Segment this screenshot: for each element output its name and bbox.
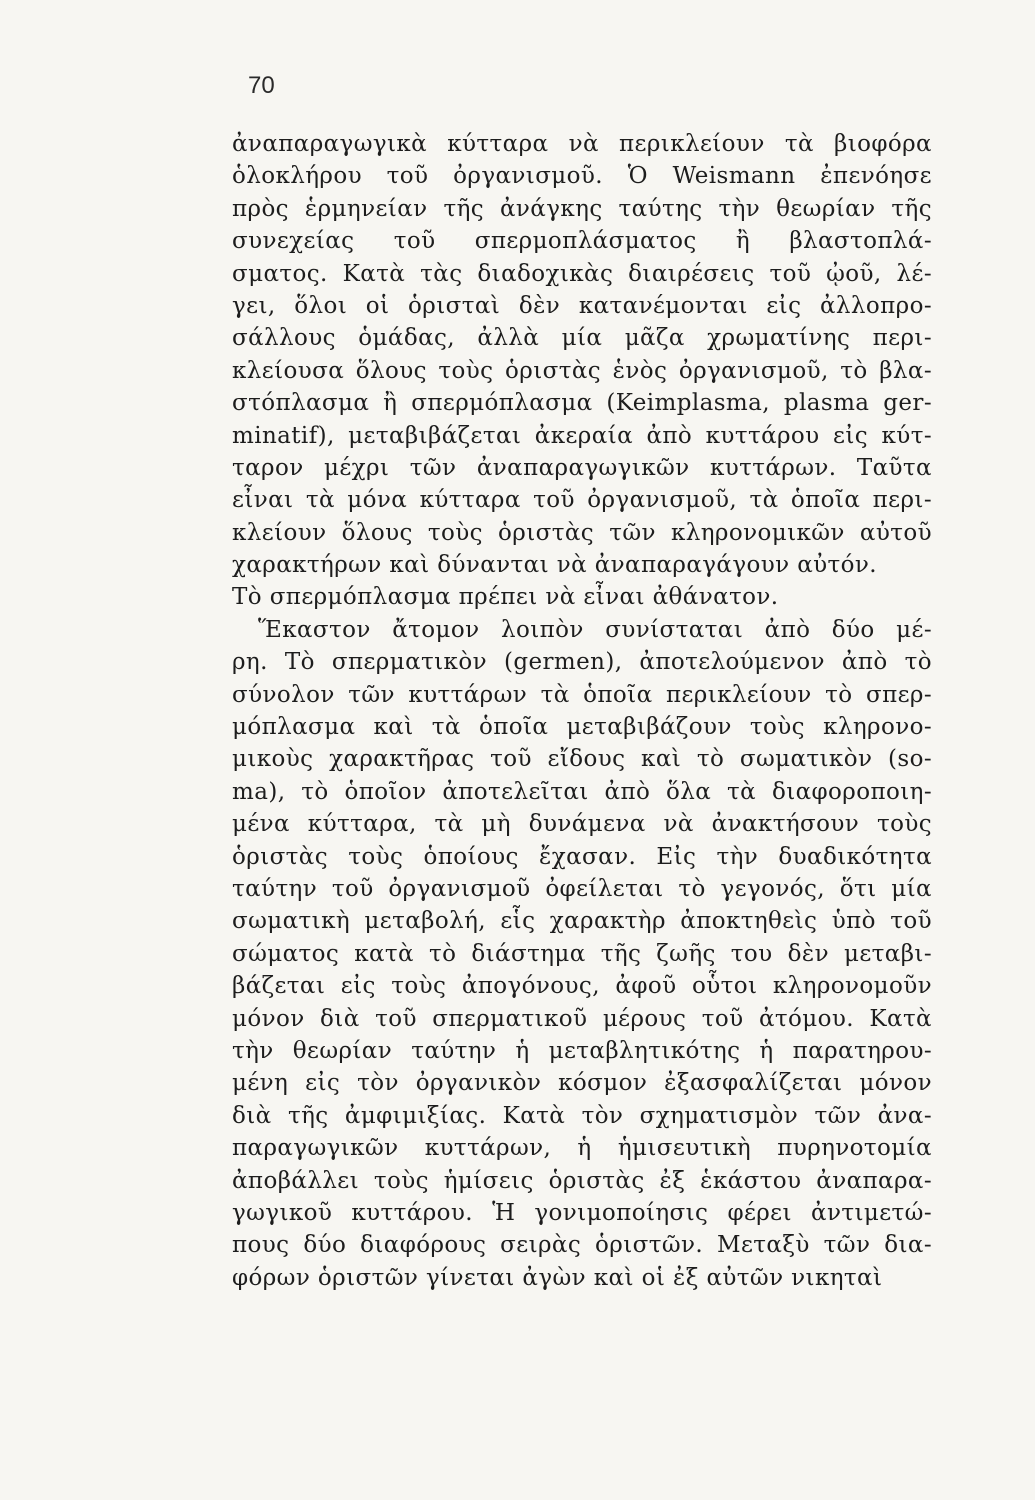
text-line: ταύτην τοῦ ὀργανισμοῦ ὀφείλεται τὸ γεγονός, ὅτι μία (232, 875, 932, 902)
text-line: φόρων ὁριστῶν γίνεται ἀγὼν καὶ οἱ ἐξ αὐτῶν νικηταὶ (232, 1264, 883, 1291)
text-line: ma), τὸ ὁποῖον ἀποτελεῖται ἀπὸ ὅλα τὰ διαφοροποιη- (232, 778, 932, 805)
text-line: τὴν θεωρίαν ταύτην ἡ μεταβλητικότης ἡ παρατηρου- (232, 1037, 932, 1064)
text-line: Ἕκαστον ἄτομον λοιπὸν συνίσταται ἀπὸ δύο μέ- (258, 616, 932, 643)
text-line: διὰ τῆς ἀμφιμιξίας. Κατὰ τὸν σχηματισμὸν τῶν ἀνα- (232, 1102, 932, 1129)
text-line: ταρον μέχρι τῶν ἀναπαραγωγικῶν κυττάρων. Ταῦτα (232, 454, 932, 481)
text-line: συνεχείας τοῦ σπερμοπλάσματος ἢ βλαστοπλά- (232, 228, 932, 255)
page-number: 70 (248, 72, 275, 99)
text-line: πρὸς ἑρμηνείαν τῆς ἀνάγκης ταύτης τὴν θεωρίαν τῆς (232, 195, 932, 222)
text-line: ἀποβάλλει τοὺς ἡμίσεις ὁριστὰς ἐξ ἑκάστου ἀναπαρα- (232, 1167, 932, 1194)
text-line: βάζεται εἰς τοὺς ἀπογόνους, ἀφοῦ οὗτοι κληρονομοῦν (232, 973, 932, 1000)
text-line: γωγικοῦ κυττάρου. Ἡ γονιμοποίησις φέρει ἀντιμετώ- (232, 1199, 932, 1226)
text-line: μόπλασμα καὶ τὰ ὁποῖα μεταβιβάζουν τοὺς κληρονο- (232, 714, 932, 741)
text-line: ὁριστὰς τοὺς ὁποίους ἔχασαν. Εἰς τὴν δυαδικότητα (232, 843, 932, 870)
text-line: κλείουν ὅλους τοὺς ὁριστὰς τῶν κληρονομικῶν αὐτοῦ (232, 519, 932, 546)
text-line: πους δύο διαφόρους σειρὰς ὁριστῶν. Μεταξὺ τῶν δια- (232, 1232, 932, 1259)
text-line: κλείουσα ὅλους τοὺς ὁριστὰς ἑνὸς ὀργανισμοῦ, τὸ βλα- (232, 357, 932, 384)
text-line: σάλλους ὁμάδας, ἀλλὰ μία μᾶζα χρωματίνης περι- (232, 325, 932, 352)
text-line: ὁλοκλήρου τοῦ ὀργανισμοῦ. Ὁ Weismann ἐπενόησε (232, 163, 932, 190)
text-line: σωματικὴ μεταβολή, εἷς χαρακτὴρ ἀποκτηθεὶς ὑπὸ τοῦ (232, 908, 932, 935)
text-line: μόνον διὰ τοῦ σπερματικοῦ μέρους τοῦ ἀτόμου. Κατὰ (232, 1005, 932, 1032)
text-line: εἶναι τὰ μόνα κύτταρα τοῦ ὀργανισμοῦ, τὰ ὁποῖα περι- (232, 487, 932, 514)
text-line: μικοὺς χαρακτῆρας τοῦ εἴδους καὶ τὸ σωματικὸν (so- (232, 746, 932, 773)
text-line: Τὸ σπερμόπλασμα πρέπει νὰ εἶναι ἀθάνατον. (232, 584, 779, 611)
text-line: σματος. Κατὰ τὰς διαδοχικὰς διαιρέσεις τοῦ ᾠοῦ, λέ- (232, 260, 932, 287)
text-line: παραγωγικῶν κυττάρων, ἡ ἡμισευτικὴ πυρηνοτομία (232, 1135, 932, 1162)
text-line: ἀναπαραγωγικὰ κύτταρα νὰ περικλείουν τὰ βιοφόρα (232, 131, 932, 157)
text-line: σύνολον τῶν κυττάρων τὰ ὁποῖα περικλείουν τὸ σπερ- (232, 681, 932, 708)
text-line: μένη εἰς τὸν ὀργανικὸν κόσμον ἐξασφαλίζεται μόνον (232, 1070, 932, 1097)
text-line: γει, ὅλοι οἱ ὁρισταὶ δὲν κατανέμονται εἰς ἀλλοπρο- (232, 292, 932, 319)
text-line: μένα κύτταρα, τὰ μὴ δυνάμενα νὰ ἀνακτήσουν τοὺς (232, 811, 932, 838)
text-line: στόπλασμα ἢ σπερμόπλασμα (Keimplasma, plasma ger- (232, 390, 932, 417)
text-line: ρη. Τὸ σπερματικὸν (germen), ἀποτελούμενον ἀπὸ τὸ (232, 649, 932, 676)
text-line: minatif), μεταβιβάζεται ἀκεραία ἀπὸ κυττάρου εἰς κύτ- (232, 422, 932, 449)
text-line: σώματος κατὰ τὸ διάστημα τῆς ζωῆς του δὲν μεταβι- (232, 940, 932, 967)
body-text (232, 128, 932, 1294)
text-line: χαρακτήρων καὶ δύνανται νὰ ἀναπαραγάγουν αὐτόν. (232, 552, 878, 579)
